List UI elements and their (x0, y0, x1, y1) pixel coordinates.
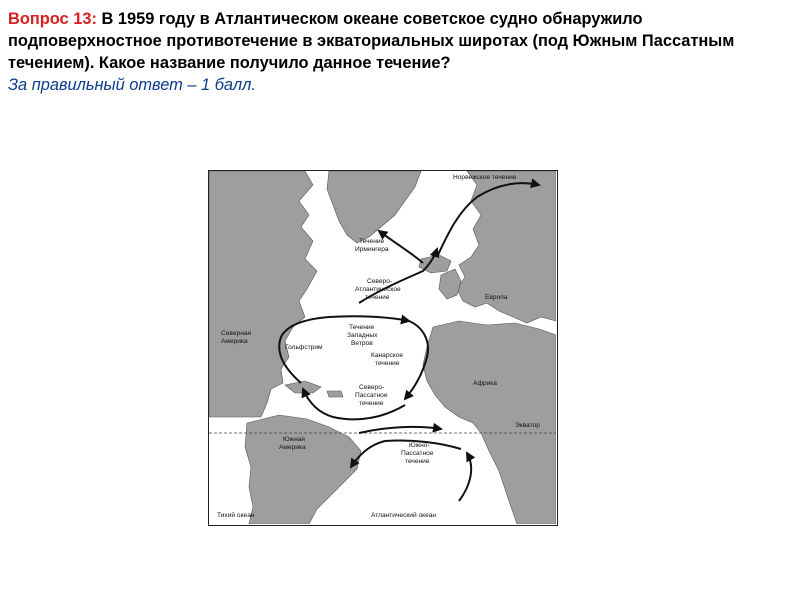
question-number: Вопрос 13: (8, 10, 97, 28)
label-pacific: Тихий океан (217, 512, 255, 519)
label-south-america-1: Южная (283, 436, 305, 443)
label-north-atlantic-1: Северо- (367, 278, 393, 285)
north-trade-current-arrow (303, 389, 405, 419)
label-africa: Африка (473, 380, 497, 387)
greenland-shape (327, 171, 421, 243)
land-masses (209, 171, 556, 524)
map-svg (209, 171, 556, 524)
label-equator: Экватор (515, 422, 540, 429)
label-south-trade-3: течение (405, 458, 430, 465)
caribbean-islands-shape (285, 381, 343, 397)
label-europe: Европа (485, 294, 508, 301)
british-isles-shape (439, 269, 461, 299)
label-south-trade-2: Пассатное (401, 450, 434, 457)
label-north-atlantic-3: течение (365, 294, 390, 301)
label-irminger-1: Течение (359, 238, 385, 245)
label-north-trade-1: Северо- (359, 384, 385, 391)
label-canary-1: Канарское (371, 352, 404, 359)
label-westerlies-2: Западных (347, 332, 378, 339)
north-america-shape (209, 171, 317, 417)
label-north-atlantic-2: Атлантическое (355, 286, 401, 293)
question-text: В 1959 году в Атлантическом океане советское судно обнаружило подповерхностное противотечение в экваториальных широтах (под Южным Пассатным течением). Какое название получило данное течение? (8, 10, 735, 72)
label-south-trade-1: Южно- (409, 442, 430, 449)
label-westerlies-1: Течение (349, 324, 375, 331)
label-atlantic: Атлантический океан (371, 512, 437, 519)
label-norwegian-current: Норвежское течение (453, 174, 517, 181)
label-north-trade-2: Пассатное (355, 392, 388, 399)
label-north-trade-3: течение (359, 400, 384, 407)
label-westerlies-3: Ветров (351, 340, 373, 347)
south-america-shape (245, 415, 361, 524)
counter-current-arrow (359, 427, 441, 433)
label-north-america-1: Северная (221, 330, 252, 337)
label-north-america-2: Америка (221, 338, 248, 345)
score-note: За правильный ответ – 1 балл. (8, 76, 256, 94)
label-canary-2: течение (375, 360, 400, 367)
question-block (8, 8, 792, 96)
atlantic-currents-map (208, 170, 558, 526)
label-irminger-2: Ирмингера (355, 246, 389, 253)
benguela-current-arrow (459, 453, 471, 501)
label-south-america-2: Америка (279, 444, 306, 451)
label-gulf-stream: Гольфстрим (285, 344, 323, 351)
